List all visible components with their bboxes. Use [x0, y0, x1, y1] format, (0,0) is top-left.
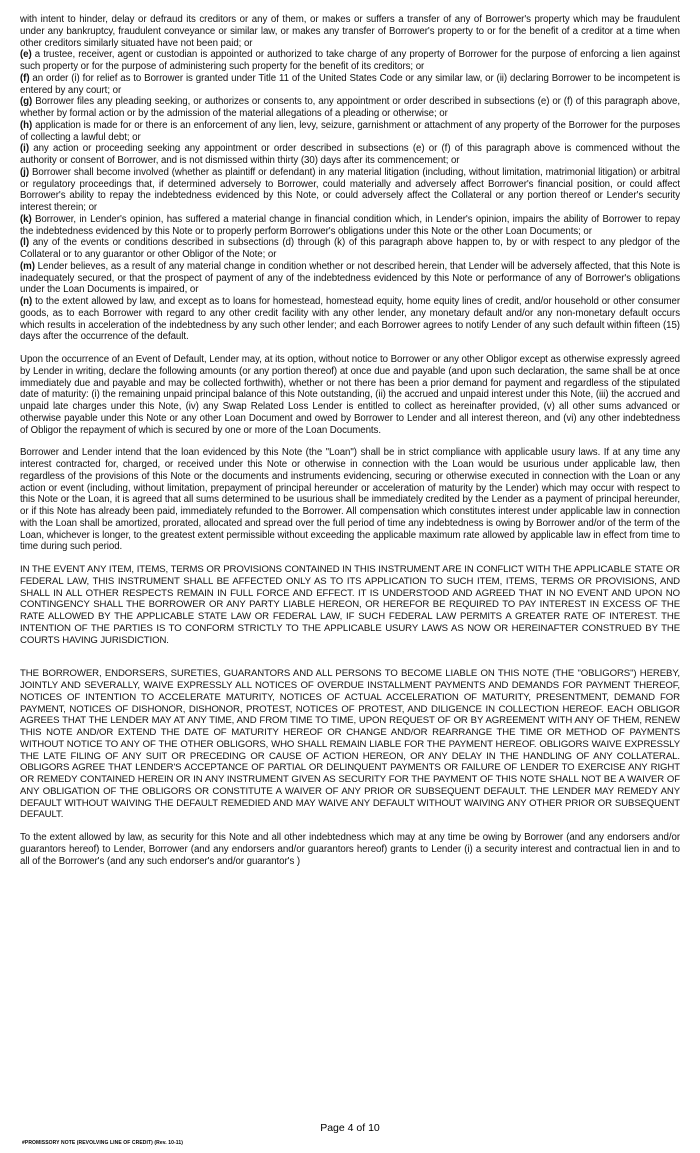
page-number: Page 4 of 10: [320, 1122, 380, 1134]
clause-g: (g) Borrower files any pleading seeking, or authorizes or consents to, any appointment or order described in subsections (e) or (f) of this paragraph above, whether by formal action or by the admission of the material allegations of a pleading or otherwise; or: [20, 96, 680, 119]
paragraph-conflict: IN THE EVENT ANY ITEM, ITEMS, TERMS OR PROVISIONS CONTAINED IN THIS INSTRUMENT ARE IN CONFLICT WITH THE APPLICABLE STATE OR FEDERAL LAW, THIS INSTRUMENT SHALL BE AFFECTED ONLY AS TO ITS APPLICATION TO SUCH ITEM, ITEMS, TERMS OR PROVISIONS, AND SHALL IN ALL OTHER RESPECTS REMAIN IN FULL FORCE AND EFFECT. IT IS UNDERSTOOD AND AGREED THAT IN NO EVENT AND UPON NO CONTINGENCY SHALL THE BORROWER OR ANY PARTY LIABLE HEREON, OR HEREFOR BE REQUIRED TO PAY INTEREST IN EXCESS OF THE RATE ALLOWED BY THE APPLICABLE STATE LAW OR FEDERAL LAW, IF SUCH FEDERAL LAW PERMITS A GREATER RATE OF INTEREST. THE INTENTION OF THE PARTIES IS TO CONFORM STRICTLY TO THE APPLICABLE USURY LAWS AS NOW OR HEREINAFTER CONSTRUED BY THE COURTS HAVING JURISDICTION.: [20, 564, 680, 646]
clause-f: (f) an order (i) for relief as to Borrower is granted under Title 11 of the United States Code or any similar law, or (ii) declaring Borrower to be incompetent is entered by any court; or: [20, 72, 680, 96]
form-name: #PROMISSORY NOTE (REVOLVING LINE OF CREDIT) (Rev. 10-11): [22, 1140, 183, 1146]
clause-m: (m) Lender believes, as a result of any material change in condition whether or not described herein, that Lender will be adversely affected, that this Note is inadequately secured, or that the prospect of payment of any of the indebtedness evidenced by this Note or performance of any of Borrower's obligations under the Loan Documents is impaired, or: [20, 260, 680, 296]
clause-j: (j) Borrower shall become involved (whether as plaintiff or defendant) in any material litigation (including, without limitation, matrimonial litigation) or arbitral or regulatory proceedings that, if determined adversely to Borrower, could materially and adversely affect Borrower's financial position, or could affect Borrower's ability to repay the indebtedness evidenced by this Note, or could adversely affect the Collateral or any portion thereof or Lender's security interest therein; or: [20, 166, 680, 213]
clause-k: (k) Borrower, in Lender's opinion, has suffered a material change in financial condition which, in Lender's opinion, impairs the ability of Borrower to repay the indebtedness evidenced by this Note or to properly perform Borrower's obligations under this Note or the other Loan Documents; or: [20, 213, 680, 237]
paragraph-usury: Borrower and Lender intend that the loan evidenced by this Note (the "Loan") shall be in strict compliance with applicable usury laws. If at any time any interest contracted for, charged, or received under this Note or otherwise in connection with the Loan would be usurious under applicable law, then regardless of the provisions of this Note or the documents and instruments evidencing, securing or otherwise executed in connection with the Loan or any action or event (including, without limitation, prepayment of principal hereunder or acceleration of maturity by the Lender) which may occur with respect to this Note or the Loan, it is agreed that all sums determined to be usurious shall be immediately credited by the Lender as a payment of principal hereunder, or if this Note has already been paid, immediately refunded to the Borrower. All compensation which constitutes interest under applicable law in connection with the Loan shall be amortized, prorated, allocated and spread over the full period of time any indebtedness is owing by Borrower and/or of the term of the Loan, whichever is longer, to the greatest extent permissible without exceeding the applicable maximum rate allowed by applicable law in effect from time to time during such period.: [20, 447, 680, 553]
clause-e: (e) a trustee, receiver, agent or custodian is appointed or authorized to take charge of any property of Borrower for the purpose of enforcing a lien against such property or for the purpose of administering such property for the benefit of its creditors; or: [20, 49, 680, 72]
clause-l: (l) any of the events or conditions described in subsections (d) through (k) of this paragraph above happen to, by or with respect to any pledgor of the Collateral or to any guarantor or other Obligor of the Note; or: [20, 237, 680, 260]
paragraph-security: To the extent allowed by law, as security for this Note and all other indebtedness which may at any time be owing by Borrower (and any endorsers and/or guarantors hereof) to Lender, Borrower (and any endorsers and/or guarantors hereof) grants to Lender (i) a security interest and contractual lien in and to all of the Borrower's (and any such endorser's and/or guarantor's ): [20, 832, 680, 867]
clause-n: (n) to the extent allowed by law, and except as to loans for homestead, homestead equity, home equity lines of credit, and/or household or other consumer goods, as to each Borrower with regard to any other credit facility with any other lender, any monetary default and/or any non-monetary default occurs which results in acceleration of the indebtedness by any such other lender; and each Borrower agrees to notify Lender of any such default within fifteen (15) days after the occurrence of the default.: [20, 296, 680, 343]
clause-i: (i) any action or proceeding seeking any appointment or order described in subsections (e) or (f) of this paragraph above is commenced without the authority or consent of Borrower, and is not dismissed within thirty (30) days after its commencement; or: [20, 143, 680, 166]
clause-h: (h) application is made for or there is an enforcement of any lien, levy, seizure, garnishment or attachment of any property of the Borrower for the purposes of collecting a lawful debt; or: [20, 119, 680, 143]
paragraph-obligors: THE BORROWER, ENDORSERS, SURETIES, GUARANTORS AND ALL PERSONS TO BECOME LIABLE ON THIS NOTE (THE "OBLIGORS") HEREBY, JOINTLY AND SEVERALLY, WAIVE EXPRESSLY ALL NOTICES OF OVERDUE INSTALLMENT PAYMENTS AND DEMANDS FOR PAYMENT THEREOF, NOTICES OF INTENTION TO ACCELERATE MATURITY, NOTICES OF ACTUAL ACCELERATION OF MATURITY, PRESENTMENT, DEMAND FOR PAYMENT, NOTICES OF DISHONOR, DISHONOR, PROTEST, NOTICES OF PROTEST, AND DILIGENCE IN COLLECTION HEREOF. EACH OBLIGOR AGREES THAT THE LENDER MAY AT ANY TIME, AND FROM TIME TO TIME, UPON REQUEST OF OR BY AGREEMENT WITH ANY OF THEM, RENEW THIS NOTE AND/OR EXTEND THE DATE OF MATURITY HEREOF OR CHANGE AND/OR REARRANGE THE TIME OR METHOD OF PAYMENTS WITHOUT NOTICE TO ANY OF THE OTHER OBLIGORS, WHO SHALL REMAIN LIABLE FOR THE PAYMENT HEREOF. OBLIGORS WAIVE EXPRESSLY THE LATE FILING OF ANY SUIT OR PRECEDING OR CAUSE OF ACTION HEREON, OR ANY DELAY IN THE HANDLING OF ANY COLLATERAL. OBLIGORS AGREE THAT LENDER'S ACCEPTANCE OF PARTIAL OR DELINQUENT PAYMENTS OR FAILURE OF LENDER TO EXERCISE ANY RIGHT OR REMEDY CONTAINED HEREIN OR IN ANY INSTRUMENT GIVEN AS SECURITY FOR THE PAYMENT OF THIS NOTE SHALL NOT BE A WAIVER OF ANY OBLIGATION OF THE OBLIGORS OR CONSTITUTE A WAIVER OF ANY PRIOR OR SUBSEQUENT DEFAULT. THE LENDER MAY REMEDY ANY DEFAULT WITHOUT WAIVING THE DEFAULT REMEDIED AND MAY WAIVE ANY DEFAULT WITHOUT WAIVING ANY OTHER PRIOR OR SUBSEQUENT DEFAULT.: [20, 668, 680, 821]
paragraph-default: Upon the occurrence of an Event of Default, Lender may, at its option, without notice to Borrower or any other Obligor except as otherwise expressly agreed by Lender in writing, declare the following amounts (or any portion thereof) at once due and payable (and upon such declaration, the same shall be at once immediately due and payable and may be collected forthwith), whether or not there has been a prior demand for payment and regardless of the stipulated date of maturity: (i) the remaining unpaid principal balance of this Note outstanding, (ii) the accrued and unpaid interest under this Note, (iii) the accrued and unpaid late charges under this Note, (iv) any Swap Related Loss Lender is entitled to collect as hereinafter provided, (v) all other sums advanced or otherwise payable under this Note or any other Loan Document and owed by Borrower to Lender and all interest thereon, and (vi) any other indebtedness of Obligor the repayment of which is secured by one or more of the Loan Documents.: [20, 354, 680, 436]
clause-intro: with intent to hinder, delay or defraud its creditors or any of them, or makes or suffers a transfer of any of Borrower's property which may be fraudulent under any bankruptcy, fraudulent conveyance or similar law, or makes any transfer of Borrower's property to or for the benefit of a creditor at a time when other creditors similarly situated have not been paid; or: [20, 14, 680, 49]
